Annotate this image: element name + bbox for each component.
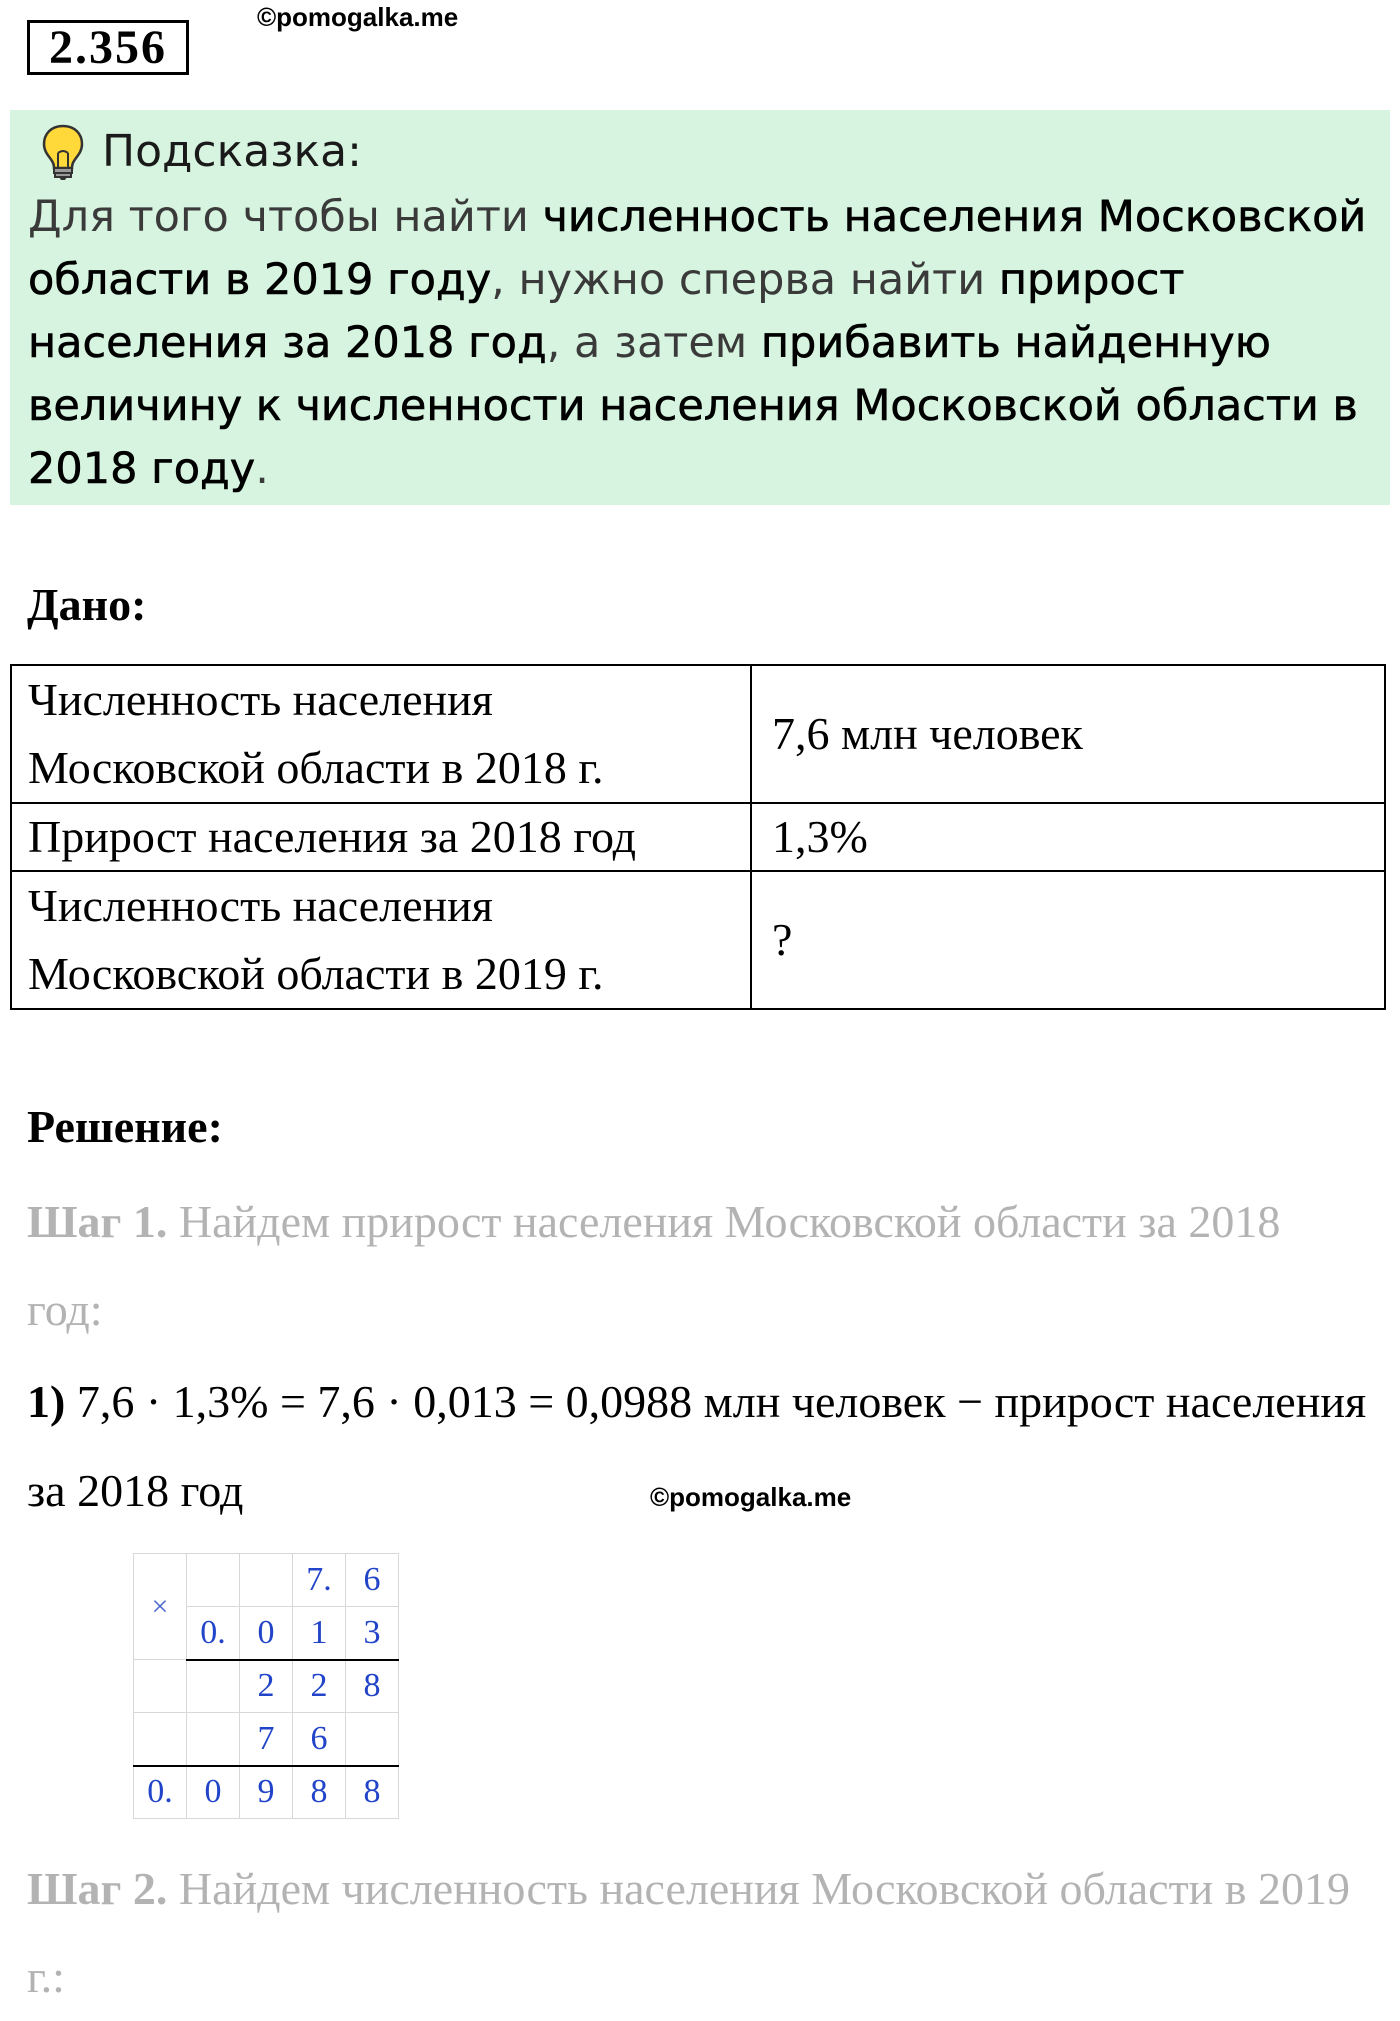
table-row bbox=[11, 803, 1385, 871]
given-value: 1,3% bbox=[751, 803, 1385, 871]
step-text: Найдем численность населения Московской области в 2019 г.: bbox=[27, 1863, 1351, 2002]
grid-cell: 2 bbox=[293, 1660, 346, 1713]
hint-title-row bbox=[28, 122, 1372, 182]
lightbulb-icon bbox=[40, 123, 86, 181]
grid-cell bbox=[134, 1713, 187, 1766]
grid-cell bbox=[134, 1660, 187, 1713]
grid-cell: 8 bbox=[293, 1766, 346, 1819]
hint-text bbox=[28, 186, 1372, 501]
calc-text: 7,6 · 1,3% = 7,6 · 0,013 = 0,0988 млн человек − прирост населения за 2018 год bbox=[27, 1376, 1367, 1516]
hint-text-part-bold: численность населения Московской области в 2019 году bbox=[28, 192, 1367, 305]
watermark: ©pomogalka.me bbox=[650, 1482, 852, 1512]
hint-text-part: . bbox=[255, 444, 269, 494]
grid-cell: 7 bbox=[240, 1713, 293, 1766]
times-sign: × bbox=[134, 1554, 187, 1660]
step-label: Шаг 1. bbox=[27, 1196, 168, 1247]
grid-row bbox=[134, 1766, 399, 1819]
task-number: 2.356 bbox=[27, 20, 189, 75]
hint-text-part-bold: прирост населения за 2018 год bbox=[28, 255, 1185, 368]
hint-text-part: , а затем bbox=[546, 318, 761, 368]
given-label: Численность населения Московской области в 2018 г. bbox=[11, 665, 751, 803]
hint-text-part-bold: прибавить найденную величину к численности населения Московской области в 2018 году bbox=[28, 318, 1358, 494]
step-text: Найдем прирост населения Московской области за 2018 год: bbox=[27, 1196, 1281, 1335]
given-label: Численность населения Московской области в 2019 г. bbox=[11, 871, 751, 1009]
watermark: ©pomogalka.me bbox=[257, 2, 459, 32]
grid-cell bbox=[187, 1713, 240, 1766]
grid-row bbox=[134, 1554, 399, 1607]
hint-title: Подсказка: bbox=[102, 126, 362, 177]
calc-label: 1) bbox=[27, 1376, 66, 1427]
step-label: Шаг 2. bbox=[27, 1863, 168, 1914]
grid-cell: 9 bbox=[240, 1766, 293, 1819]
grid-cell bbox=[187, 1554, 240, 1607]
grid-cell bbox=[187, 1660, 240, 1713]
grid-cell: 3 bbox=[346, 1607, 399, 1660]
grid-cell: 7. bbox=[293, 1554, 346, 1607]
grid-cell bbox=[346, 1713, 399, 1766]
table-row bbox=[11, 871, 1385, 1009]
grid-cell: 2 bbox=[240, 1660, 293, 1713]
grid-cell: 8 bbox=[346, 1766, 399, 1819]
grid-cell: 6 bbox=[346, 1554, 399, 1607]
given-value: ? bbox=[751, 871, 1385, 1009]
hint-text-part: Для того чтобы найти bbox=[28, 192, 543, 242]
grid-cell: 0. bbox=[134, 1766, 187, 1819]
solution-heading: Решение: bbox=[27, 1101, 223, 1152]
grid-cell: 8 bbox=[346, 1660, 399, 1713]
grid-cell: 0 bbox=[187, 1766, 240, 1819]
grid-cell: 6 bbox=[293, 1713, 346, 1766]
grid-row bbox=[134, 1660, 399, 1713]
grid-cell bbox=[240, 1554, 293, 1607]
grid-cell: 1 bbox=[293, 1607, 346, 1660]
hint-text-part: , нужно сперва найти bbox=[491, 255, 999, 305]
grid-cell: 0. bbox=[187, 1607, 240, 1660]
given-table bbox=[10, 664, 1386, 1010]
grid-cell: 0 bbox=[240, 1607, 293, 1660]
step-1 bbox=[27, 1178, 1367, 1354]
given-value: 7,6 млн человек bbox=[751, 665, 1385, 803]
table-row bbox=[11, 665, 1385, 803]
grid-row bbox=[134, 1713, 399, 1766]
multiplication-grid bbox=[133, 1553, 399, 1819]
step-2 bbox=[27, 1845, 1387, 2021]
hint-box bbox=[10, 110, 1390, 505]
given-heading: Дано: bbox=[27, 579, 147, 630]
given-label: Прирост населения за 2018 год bbox=[11, 803, 751, 871]
